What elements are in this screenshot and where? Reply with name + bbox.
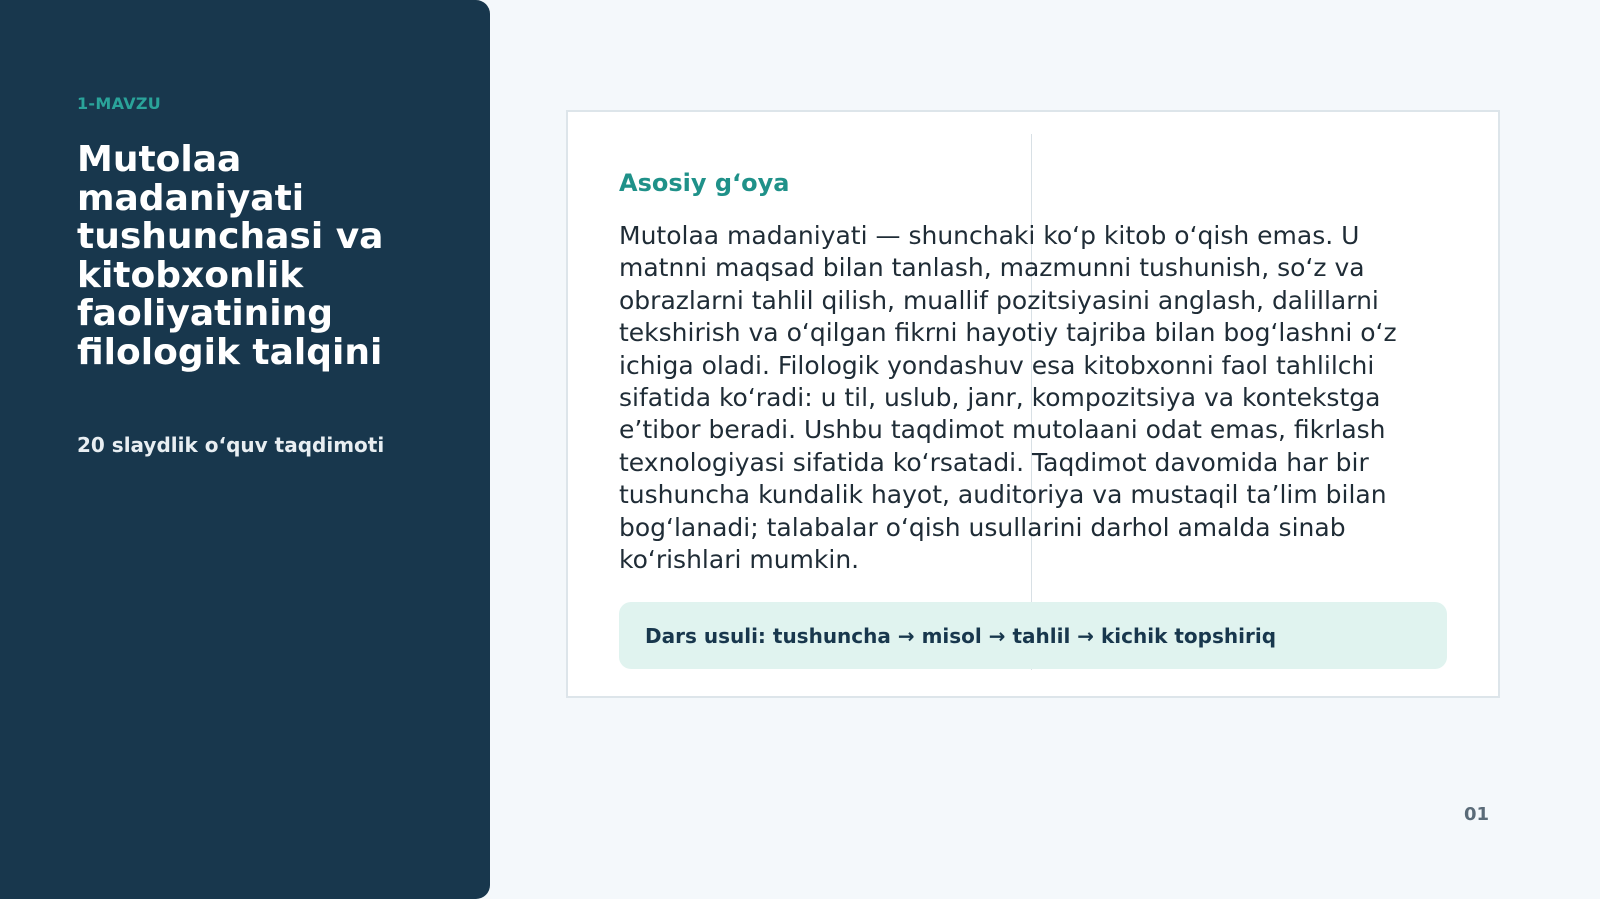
- method-text: Dars usuli: tushuncha → misol → tahlil → kichik topshiriq: [645, 623, 1277, 648]
- method-callout: [619, 602, 1447, 669]
- slide-subtitle: 20 slaydlik o‘quv taqdimoti: [77, 433, 385, 457]
- topic-label: 1-MAVZU: [77, 94, 162, 113]
- slide-title: Mutolaa madaniyati tushunchasi va kitobxonlik faoliyatining filologik talqini: [77, 139, 384, 373]
- card-heading: Asosiy g‘oya: [619, 169, 790, 197]
- page-number: 01: [1464, 804, 1490, 825]
- title-panel: [0, 0, 490, 899]
- card-body-text: Mutolaa madaniyati — shunchaki ko‘p kitob o‘qish emas. U matnni maqsad bilan tanlash, mazmunni tushunish, so‘z va obrazlarni tahlil qilish, muallif pozitsiyasini anglash, dalillarni tekshirish va o‘qilgan fikrni hayotiy tajriba bilan bog‘lashni o‘z ichiga oladi. Filologik yondashuv esa kitobxonni faol tahlilchi sifatida ko‘radi: u til, uslub, janr, kompozitsiya va kontekstga e’tibor beradi. Ushbu taqdimot mutolaani odat emas, fikrlash texnologiyasi sifatida ko‘rsatadi. Taqdimot davomida har bir tushuncha kundalik hayot, auditoriya va mustaqil ta’lim bilan bog‘lanadi; talabalar o‘qish usullarini darhol amalda sinab ko‘rishlari mumkin.: [619, 221, 1397, 575]
